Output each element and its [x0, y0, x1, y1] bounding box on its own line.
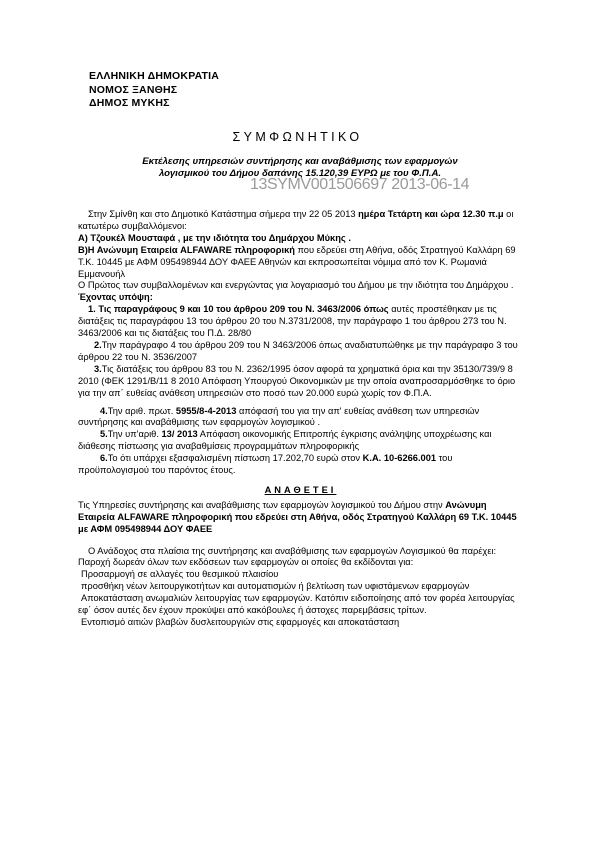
item-3: [78, 364, 523, 400]
item-4: [78, 406, 523, 430]
service-item: Προσαρμογή σε αλλαγές του θεσμικού πλαισίου: [81, 569, 279, 580]
diavgeia-watermark: 13SYMV001506697 2013-06-14: [250, 176, 470, 193]
header-municipality: ΔΗΜΟΣ ΜΥΚΗΣ: [89, 97, 170, 109]
item-1: [78, 304, 523, 340]
assigns-heading: ΑΝΑΘΕΤΕΙ: [264, 484, 337, 495]
intro-paragraph: [78, 209, 523, 233]
subtitle-line-1: Εκτέλεσης υπηρεσιών συντήρησης και αναβάθμισης των εφαρμογών: [142, 156, 458, 167]
item-2-text: Την παράγραφο 4 του άρθρου 209 του Ν 3463/2006 όπως αναδιατυπώθηκε με την παράγραφο 3 του άρθρου 22 του Ν. 3536/2007: [78, 339, 518, 362]
intro-text-2: οι κατωτέρω συμβαλλόμενοι:: [78, 209, 514, 231]
item-2-number: 2.: [94, 339, 102, 350]
having-seen-heading: Έχοντας υπόψη:: [78, 292, 153, 303]
item-4-protocol: 5955/8-4-2013: [175, 405, 237, 416]
issuer-header: [89, 70, 219, 111]
document-title: ΣΥΜΦΩΝΗΤΙΚΟ: [232, 130, 363, 144]
header-country: ΕΛΛΗΝΙΚΗ ΔΗΜΟΚΡΑΤΙΑ: [89, 70, 220, 82]
party-b-name: Β)Η Ανώνυμη Εταιρεία ALFAWARE πληροφορική: [78, 244, 295, 255]
item-6: [78, 453, 523, 477]
service-item: Εντοπισμό αιτιών βλαβών δυσλειτουργιών στις εφαρμογές και αποκατάσταση: [81, 617, 400, 627]
intro-text-1: Στην Σμίνθη και στο Δημοτικό Κατάστημα σήμερα την 22 05 2013: [88, 209, 359, 219]
header-prefecture: ΝΟΜΟΣ ΞΑΝΘΗΣ: [89, 83, 178, 96]
item-6-budget-code: Κ.Α. 10-6266.001: [362, 453, 437, 464]
item-2: [78, 340, 523, 364]
item-4-number: 4.: [100, 405, 108, 416]
item-1-text: αυτές προστέθηκαν με τις διατάξεις τις παραγράφου 13 του άρθρου 20 του Ν.3731/2008, την παράγραφο 1 του άρθρου 273 του Ν. 3463/2006 και τις διατάξεις του Π.Δ. 28/80: [78, 304, 507, 339]
document-body: [78, 209, 523, 629]
item-6-number: 6.: [100, 453, 108, 464]
service-item: προσθήκη νέων λειτουργικοτήτων και αυτοματισμών ή βελτίωση των υφιστάμενων εφαρμογών: [81, 581, 470, 592]
item-4-text-a: Την αριθ. πρωτ.: [107, 405, 176, 416]
intro-day: ημέρα Τετάρτη: [358, 209, 423, 219]
assignment-contractor: Ανώνυμη Εταιρεία ALFAWARE πληροφορική που εδρεύει στη Αθήνα, οδός Στρατηγού Καλλάρη 69 Τ.Κ. 10445 με ΑΦΜ 095498944 ΔΟΥ ΦΑΕΕ: [78, 499, 517, 534]
assignment-text: Τις Υπηρεσίες συντήρησης και αναβάθμισης των εφαρμογών λογισμικού του Δήμου στην: [78, 499, 446, 510]
contractor-intro: Ο Ανάδοχος στα πλαίσια της συντήρησης και αναβάθμισης των εφαρμογών Λογισμικού θα παρέχει:: [88, 545, 497, 556]
first-party-statement: Ο Πρώτος των συμβαλλομένων και ενεργώντας για λογαριασμό του Δήμου με την ιδιότητα του Δημάρχου .: [78, 280, 514, 291]
subtitle-line-2: λογισμικού του Δήμου δαπάνης 15.120,39 ΕΥΡΩ με του Φ.Π.Α.: [158, 168, 442, 179]
item-5-text-c: Απόφαση οικονομικής Επιτροπής έγκρισης ανάληψης υποχρέωσης και διάθεσης πίστωσης για αναβαθμίσεις προγραμμάτων πληροφορικής: [78, 429, 492, 452]
intro-time: και ώρα 12.30 π.μ: [424, 209, 504, 219]
party-a: Α) Τζουκέλ Μουσταφά , με την ιδιότητα του Δημάρχου Μύκης .: [78, 232, 351, 243]
item-5-number: 5.: [100, 429, 108, 440]
item-5-text-a: Την υπ'αριθ.: [107, 429, 162, 440]
item-5: [78, 429, 523, 453]
item-6-text-c: του προϋπολογισμού του παρόντος έτους.: [78, 453, 453, 476]
service-item: Αποκατάσταση ανωμαλιών λειτουργίας των εφαρμογών. Κατόπιν ειδοποίησης από τον φορέα λειτουργίας εφ΄ όσον αυτές δεν έχουν προκύψει από κακόβουλες ή άστοχες παρεμβάσεις τρίτων.: [78, 593, 515, 616]
assignment-paragraph: [78, 500, 523, 536]
item-5-decision: 13/ 2013: [161, 429, 198, 440]
service-item: Παροχή δωρεάν όλων των εκδόσεων των εφαρμογών οι οποίες θα εκδίδονται για:: [78, 557, 414, 568]
item-6-text-a: Το ότι υπάρχει εξασφαλισμένη πίστωση 17.202,70 ευρώ στον: [107, 453, 363, 464]
item-3-number: 3.: [94, 363, 102, 374]
party-b: [78, 245, 523, 281]
item-1-heading: 1. Τις παραγράφους 9 και 10 του άρθρου 209 του Ν. 3463/2006 όπως: [88, 304, 389, 315]
party-b-details: που εδρεύει στη Αθήνα, οδός Στρατηγού Καλλάρη 69 Τ.Κ. 10445 με ΑΦΜ 095498944 ΔΟΥ ΦΑΕΕ Αθηνών και εκπροσωπείται νόμιμα από τον Κ. Ρωμανιά Εμμανουήλ: [78, 244, 516, 279]
item-3-text: Τις διατάξεις του άρθρου 83 του Ν. 2362/1995 όσον αφορά τα χρηματικά όρια και την 35130/739/9 8 2010 (ΦΕΚ 1291/Β/11 8 2010 Απόφαση Υπουργού Οικονομικών με την οποία αναπροσαρμόσθηκε το όριο για την απ΄ ευθείας ανάθεση υπηρεσιών στο ποσό των 20.000 ευρώ χωρίς τον Φ.Π.Α.: [78, 363, 516, 398]
spacer: [78, 536, 523, 546]
item-4-text-c: απόφασή του για την απ' ευθείας ανάθεση των υπηρεσιών συντήρησης και αναβάθμισης των εφαρμογών λογισμικού .: [78, 405, 480, 428]
